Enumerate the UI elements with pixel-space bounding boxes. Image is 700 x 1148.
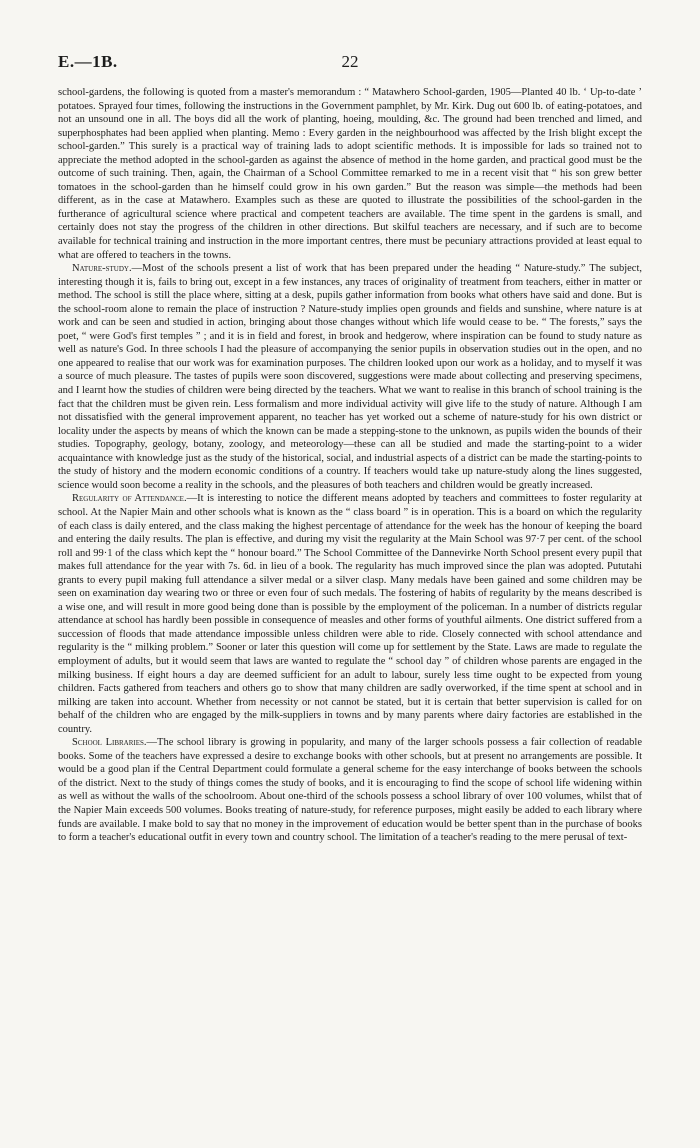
paragraph-regularity-of-attendance	[58, 492, 642, 736]
page-header	[58, 52, 642, 76]
paragraph-text: —It is interesting to notice the different means adopted by teachers and committees to foster regularity at school. At the Napier Main and other schools what is known as the “ class board ” is in operation. This is a board on which the regularity of each class is daily entered, and the class making the highest percentage of attendance for the week has the honour of keeping the board and entering the daily results. The plan is effective, and during my visit the regularity at the Main School was 97·7 per cent. of the school roll and 99·1 of the class which kept the “ honour board.” The School Committee of the Dannevirke North School present every pupil that makes full attendance for the year with 7s. 6d. in lieu of a book. The regularity has much improved since the plan was adopted. Pututahi grants to every pupil making full attendance a silver medal or a silver clasp. Many medals have been gained and some children may be seen on examination day wearing two or three or even four of such medals. The fostering of habits of regularity by the means described is a wise one, and will result in more good being done than is possible by the employment of the policeman. In a number of districts regular attendance at school has hardly been possible in consequence of measles and other forms of youthful ailments. One district suffered from a succession of floods that made attendance impossible unless children were able to ride. Closely connected with school attendance and regularity is the “ milking problem.” Sooner or later this question will come up for settlement by the State. Laws are made to regulate the employment of adults, but it would seem that laws are wanted to regulate the “ school day ” of children whose parents are engaged in the milking business. If eight hours a day are deemed sufficient for an adult to labour, surely less time ought to be expected from young children. Facts gathered from teachers and others go to show that many children are sadly overworked, if the time spent at school and in milking are taken into account. Whether from necessity or not cannot be stated, but it is certain that better supervision is called for on behalf of the children who are engaged by the milk-suppliers in towns and by many parents where dairy factories are established in the country.	[58, 493, 642, 735]
section-heading-nature-study: Nature-study.	[72, 263, 132, 275]
paragraph-text: —Most of the schools present a list of work that has been prepared under the heading “ Nature-study.” The subject, interesting though it is, fails to bring out, except in a few instances, any traces of originality of treatment from teachers, either in matter or method. The school is still the place where, sitting at a desk, pupils gather information from books what others have said and done. But is the school-room alone to remain the place of instruction ? Nature-study implies open grounds and fields and sunshine, where nature is at work and can be seen and studied in action, bringing about those changes without which life would cease to be. “ The forests,” says the poet, “ were God's first temples ” ; and it is in field and forest, in brook and hedgerow, where inspiration can be found to study nature as well as nature's God. In three schools I had the pleasure of accompanying the senior pupils in observation studies out in the open, and no one appeared to realise that our work was for examination purposes. The children looked upon our work as a holiday, and to myself it was a source of much pleasure. The tastes of pupils were soon discovered, suggestions were made about collecting and preserving specimens, and I learnt how the studies of children were being directed by the teachers. What we want to realise in this branch of school training is the fact that the children must be given rein. Less formalism and more individual activity will give life to the study of nature. Although I am not dissatisfied with the general improvement apparent, no teacher has yet worked out a scheme of nature-study for his own district or locality under the aspects by means of which the known can be made a stepping-stone to the unknown, as pupils widen the bounds of their studies. Topography, geology, botany, zoology, and meteorology—these can all be studied and made the starting-point to a wider acquaintance with knowledge just as the study of the historical, social, and industrial aspects of a district can be made the starting-points to the study of history and the modern economic conditions of a country. If teachers would take up nature-study along the lines suggested, science would soon become a reality in the schools, and the pleasures of both teachers and children would be greatly increased.	[58, 263, 642, 491]
paragraph-text: school-gardens, the following is quoted from a master's memorandum : “ Matawhero School-garden, 1905—Planted 40 lb. ‘ Up-to-date ’ potatoes. Sprayed four times, following the instructions in the Government pamphlet, by Mr. Kirk. Dug out 600 lb. of eating-potatoes, and not an unsound one in all. The boys did all the work of planting, hoeing, moulding, &c. The ground had been trenched and limed, and superphosphates had been applied when planting. Memo : Every garden in the neighbourhood was affected by the Irish blight except the school-garden.” This surely is a practical way of training lads to adopt scientific methods. It is impossible for lads so trained not to appreciate the method adopted in the school-garden as against the absence of method in the home garden, and practical good must be the outcome of such training. Then, again, the Chairman of a School Committee remarked to me in a recent visit that “ his son grew better tomatoes in the school-garden than he himself could grow in his own garden.” But the reason was simple—the methods had been different, as in the case at Matawhero. Examples such as these are quoted to illustrate the possibilities of the school-garden in the furtherance of agricultural science where practical and competent teachers are available. The time spent in the gardens is small, and certainly does not stay the progress of the children in other directions. But skilful teachers are necessary, and if such are to become available for technical training and instruction in the more important centres, there must be pecuniary attractions provided at least equal to what are offered to teachers in the towns.	[58, 87, 642, 261]
section-heading-regularity-of-attendance: Regularity of Attendance.	[72, 493, 187, 505]
page-number: 22	[341, 52, 359, 71]
paragraph-school-gardens	[58, 86, 642, 262]
paragraph-text: —The school library is growing in popularity, and many of the larger schools possess a fair collection of readable books. Some of the teachers have expressed a desire to exchange books with other schools, but at present no arrangements are possible. It would be a good plan if the Central Department could formulate a general scheme for the easy interchange of books between the schools of the district. Next to the study of things comes the study of books, and it is encouraging to find the scope of school life widening within as well as without the walls of the schoolroom. About one-third of the schools possess a school library of over 100 volumes, whilst that of the Napier Main exceeds 500 volumes. Books treating of nature-study, for reference purposes, might easily be added to each library where funds are available. I make bold to say that no money in the improvement of education would be better spent than in the purchase of books to form a teacher's educational outfit in every town and country school. The limitation of a teacher's reading to the mere perusal of text-	[58, 737, 642, 844]
report-reference: E.—1B.	[58, 52, 118, 71]
paragraph-nature-study	[58, 262, 642, 492]
section-heading-school-libraries: School Libraries.	[72, 737, 147, 749]
paragraph-school-libraries	[58, 736, 642, 844]
body-text	[58, 86, 642, 845]
